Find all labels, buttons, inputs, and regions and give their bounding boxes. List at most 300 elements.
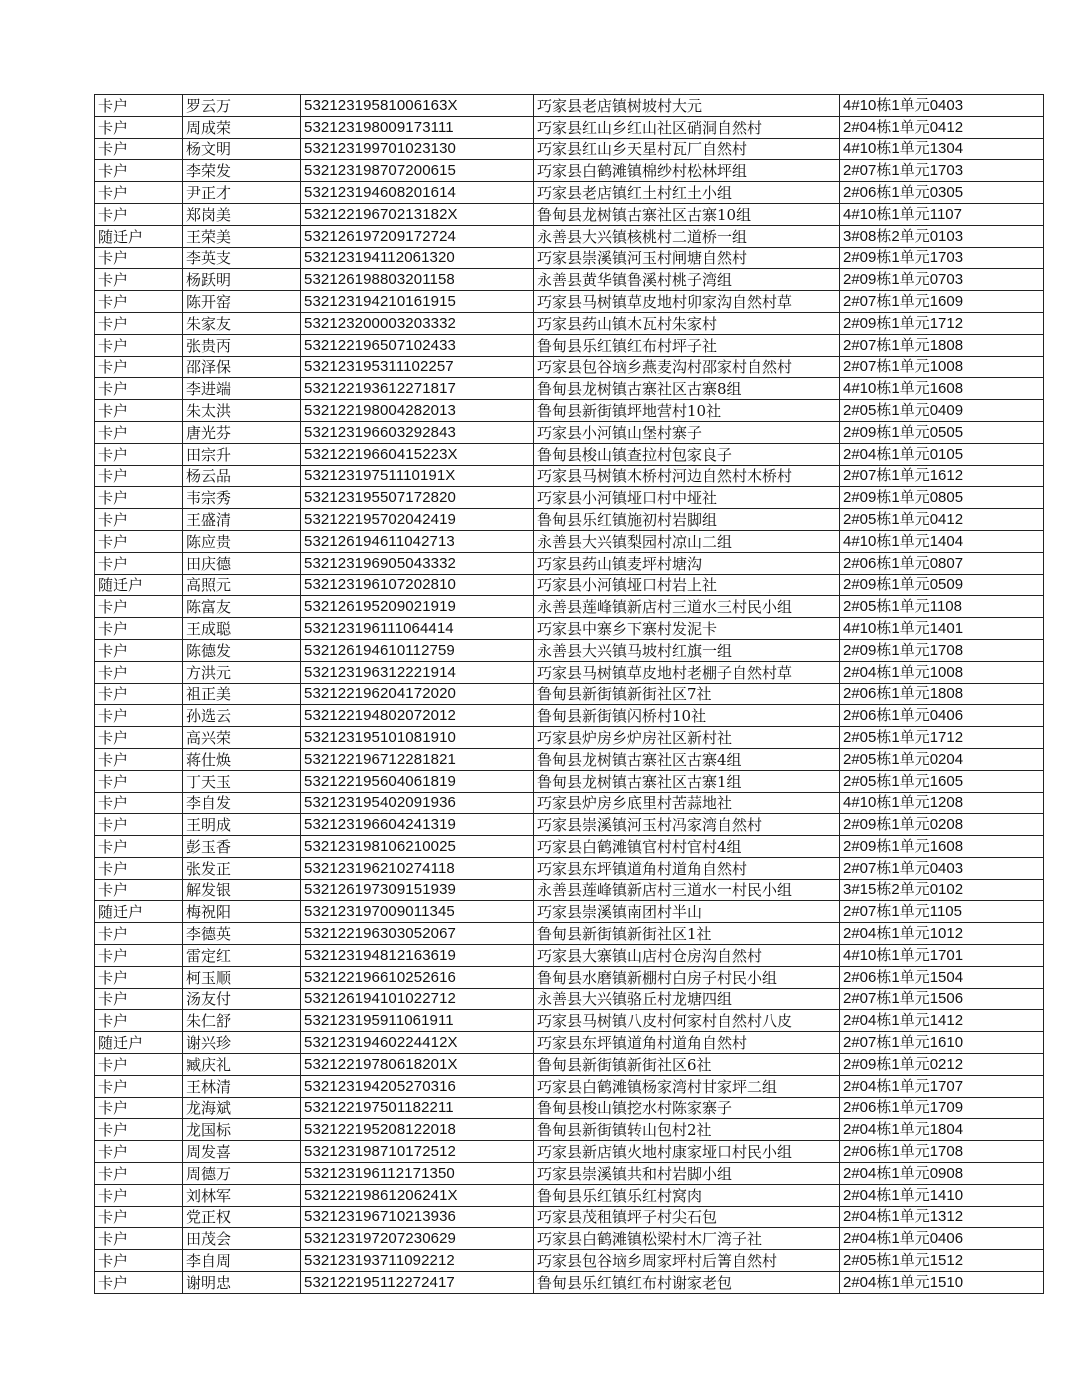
table-row	[95, 836, 1044, 858]
name-cell: 陈开窑	[183, 291, 301, 313]
table-row	[95, 1119, 1044, 1141]
address-cell: 巧家县包谷垴乡燕麦沟村邵家村自然村	[534, 356, 840, 378]
name-cell: 李自周	[183, 1250, 301, 1272]
household-type-cell: 卡户	[95, 443, 183, 465]
household-type-cell: 卡户	[95, 334, 183, 356]
name-cell: 罗云万	[183, 95, 301, 117]
name-cell: 周成荣	[183, 116, 301, 138]
table-row	[95, 509, 1044, 531]
room-cell: 4#10栋1单元1208	[840, 792, 1044, 814]
name-cell: 谢明忠	[183, 1272, 301, 1294]
name-cell: 李德英	[183, 923, 301, 945]
household-type-cell: 卡户	[95, 596, 183, 618]
name-cell: 李英支	[183, 247, 301, 269]
address-cell: 鲁甸县新街镇闪桥村10社	[534, 705, 840, 727]
room-cell: 2#04栋1单元1510	[840, 1272, 1044, 1294]
household-type-cell: 卡户	[95, 618, 183, 640]
name-cell: 王荣美	[183, 225, 301, 247]
address-cell: 巧家县药山镇木瓦村朱家村	[534, 312, 840, 334]
id-number-cell: 532123197207230629	[301, 1228, 534, 1250]
table-row	[95, 1184, 1044, 1206]
room-cell: 2#09栋1单元1708	[840, 639, 1044, 661]
household-type-cell: 卡户	[95, 160, 183, 182]
table-row	[95, 421, 1044, 443]
address-cell: 巧家县中寨乡下寨村发泥卡	[534, 618, 840, 640]
room-cell: 2#05栋1单元1605	[840, 770, 1044, 792]
household-type-cell: 卡户	[95, 988, 183, 1010]
id-number-cell: 532123198710172512	[301, 1141, 534, 1163]
household-type-cell: 卡户	[95, 421, 183, 443]
table-row	[95, 923, 1044, 945]
table-row	[95, 203, 1044, 225]
name-cell: 高兴荣	[183, 727, 301, 749]
address-cell: 巧家县白鹤滩镇松梁村木厂湾子社	[534, 1228, 840, 1250]
household-type-cell: 卡户	[95, 95, 183, 117]
id-number-cell: 532122196610252616	[301, 966, 534, 988]
address-cell: 巧家县崇溪镇共和村岩脚小组	[534, 1163, 840, 1185]
address-cell: 巧家县红山乡天星村瓦厂自然村	[534, 138, 840, 160]
id-number-cell: 53212319460224412X	[301, 1032, 534, 1054]
room-cell: 4#10栋1单元1608	[840, 378, 1044, 400]
household-type-cell: 卡户	[95, 1097, 183, 1119]
id-number-cell: 532122195702042419	[301, 509, 534, 531]
address-cell: 永善县大兴镇梨园村凉山二组	[534, 530, 840, 552]
room-cell: 2#04栋1单元1312	[840, 1206, 1044, 1228]
table-row	[95, 661, 1044, 683]
table-row	[95, 291, 1044, 313]
id-number-cell: 532123193711092212	[301, 1250, 534, 1272]
name-cell: 龙海斌	[183, 1097, 301, 1119]
address-cell: 巧家县白鹤滩镇官村村官村4组	[534, 836, 840, 858]
address-cell: 巧家县红山乡红山社区硝洞自然村	[534, 116, 840, 138]
name-cell: 李自发	[183, 792, 301, 814]
room-cell: 4#10栋1单元1701	[840, 945, 1044, 967]
table-row	[95, 225, 1044, 247]
address-cell: 鲁甸县龙树镇古寨社区古寨4组	[534, 748, 840, 770]
household-type-cell: 卡户	[95, 400, 183, 422]
name-cell: 雷定红	[183, 945, 301, 967]
name-cell: 刘林军	[183, 1184, 301, 1206]
name-cell: 臧庆礼	[183, 1054, 301, 1076]
name-cell: 方洪元	[183, 661, 301, 683]
address-cell: 巧家县炉房乡底里村苦蒜地社	[534, 792, 840, 814]
address-cell: 巧家县白鹤滩镇棉纱村松林坪组	[534, 160, 840, 182]
room-cell: 2#09栋1单元0505	[840, 421, 1044, 443]
room-cell: 2#04栋1单元0412	[840, 116, 1044, 138]
table-row	[95, 574, 1044, 596]
name-cell: 祖正美	[183, 683, 301, 705]
name-cell: 丁天玉	[183, 770, 301, 792]
room-cell: 2#07栋1单元1610	[840, 1032, 1044, 1054]
household-type-cell: 卡户	[95, 487, 183, 509]
household-type-cell: 卡户	[95, 1272, 183, 1294]
id-number-cell: 53212219861206241X	[301, 1184, 534, 1206]
name-cell: 唐光芬	[183, 421, 301, 443]
household-type-cell: 卡户	[95, 530, 183, 552]
household-type-cell: 卡户	[95, 552, 183, 574]
household-type-cell: 卡户	[95, 792, 183, 814]
address-cell: 鲁甸县梭山镇查拉村包家良子	[534, 443, 840, 465]
table-row	[95, 945, 1044, 967]
room-cell: 2#09栋1单元0805	[840, 487, 1044, 509]
address-cell: 鲁甸县新街镇新街社区7社	[534, 683, 840, 705]
id-number-cell: 532123196603292843	[301, 421, 534, 443]
room-cell: 2#07栋1单元1105	[840, 901, 1044, 923]
id-number-cell: 532123198707200615	[301, 160, 534, 182]
address-cell: 永善县莲峰镇新店村三道水一村民小组	[534, 879, 840, 901]
household-type-cell: 卡户	[95, 203, 183, 225]
id-number-cell: 532126198803201158	[301, 269, 534, 291]
id-number-cell: 532123196604241319	[301, 814, 534, 836]
address-cell: 巧家县马树镇草皮地村老棚子自然村草	[534, 661, 840, 683]
id-number-cell: 532122198004282013	[301, 400, 534, 422]
table-row	[95, 1032, 1044, 1054]
address-cell: 巧家县白鹤滩镇杨家湾村甘家坪二组	[534, 1075, 840, 1097]
room-cell: 2#07栋1单元1008	[840, 356, 1044, 378]
address-cell: 鲁甸县乐红镇红布村坪子社	[534, 334, 840, 356]
name-cell: 田宗升	[183, 443, 301, 465]
id-number-cell: 532123194210161915	[301, 291, 534, 313]
id-number-cell: 53212319751110191X	[301, 465, 534, 487]
id-number-cell: 532123198106210025	[301, 836, 534, 858]
table-row	[95, 465, 1044, 487]
room-cell: 4#10栋1单元1304	[840, 138, 1044, 160]
household-type-cell: 卡户	[95, 312, 183, 334]
room-cell: 2#07栋1单元1808	[840, 334, 1044, 356]
id-number-cell: 532126194101022712	[301, 988, 534, 1010]
name-cell: 李进端	[183, 378, 301, 400]
address-cell: 巧家县崇溪镇河玉村冯家湾自然村	[534, 814, 840, 836]
household-type-cell: 卡户	[95, 378, 183, 400]
room-cell: 4#10栋1单元1107	[840, 203, 1044, 225]
id-number-cell: 532126194610112759	[301, 639, 534, 661]
table-row	[95, 596, 1044, 618]
table-row	[95, 182, 1044, 204]
room-cell: 2#05栋1单元1108	[840, 596, 1044, 618]
room-cell: 2#05栋1单元0412	[840, 509, 1044, 531]
room-cell: 2#04栋1单元1412	[840, 1010, 1044, 1032]
name-cell: 周发喜	[183, 1141, 301, 1163]
household-type-cell: 卡户	[95, 1054, 183, 1076]
table-row	[95, 95, 1044, 117]
name-cell: 党正权	[183, 1206, 301, 1228]
name-cell: 陈德发	[183, 639, 301, 661]
table-row	[95, 1054, 1044, 1076]
household-type-cell: 卡户	[95, 509, 183, 531]
name-cell: 朱家友	[183, 312, 301, 334]
address-cell: 鲁甸县新街镇新街社区1社	[534, 923, 840, 945]
household-type-cell: 卡户	[95, 1075, 183, 1097]
id-number-cell: 532122195112272417	[301, 1272, 534, 1294]
room-cell: 2#06栋1单元0807	[840, 552, 1044, 574]
address-cell: 巧家县包谷垴乡周家坪村后箐自然村	[534, 1250, 840, 1272]
room-cell: 2#05栋1单元1712	[840, 727, 1044, 749]
address-cell: 巧家县崇溪镇南团村半山	[534, 901, 840, 923]
address-cell: 鲁甸县乐红镇施初村岩脚组	[534, 509, 840, 531]
name-cell: 田茂会	[183, 1228, 301, 1250]
table-row	[95, 1097, 1044, 1119]
household-type-cell: 卡户	[95, 879, 183, 901]
table-row	[95, 116, 1044, 138]
address-cell: 鲁甸县梭山镇挖水村陈家寨子	[534, 1097, 840, 1119]
table-row	[95, 530, 1044, 552]
name-cell: 解发银	[183, 879, 301, 901]
id-number-cell: 532123196210274118	[301, 857, 534, 879]
room-cell: 2#04栋1单元1012	[840, 923, 1044, 945]
household-type-cell: 卡户	[95, 269, 183, 291]
name-cell: 李荣发	[183, 160, 301, 182]
table-row	[95, 1228, 1044, 1250]
household-type-cell: 卡户	[95, 116, 183, 138]
id-number-cell: 532123196312221914	[301, 661, 534, 683]
address-cell: 巧家县崇溪镇河玉村闸塘自然村	[534, 247, 840, 269]
household-type-cell: 卡户	[95, 356, 183, 378]
id-number-cell: 532123195507172820	[301, 487, 534, 509]
id-number-cell: 532123198009173111	[301, 116, 534, 138]
table-row	[95, 1010, 1044, 1032]
name-cell: 高照元	[183, 574, 301, 596]
household-type-cell: 卡户	[95, 465, 183, 487]
id-number-cell: 532123194112061320	[301, 247, 534, 269]
room-cell: 2#07栋1单元1612	[840, 465, 1044, 487]
id-number-cell: 53212319581006163X	[301, 95, 534, 117]
name-cell: 杨文明	[183, 138, 301, 160]
name-cell: 王成聪	[183, 618, 301, 640]
table-row	[95, 138, 1044, 160]
id-number-cell: 532122196712281821	[301, 748, 534, 770]
table-row	[95, 639, 1044, 661]
household-type-cell: 卡户	[95, 857, 183, 879]
table-row	[95, 443, 1044, 465]
id-number-cell: 532126194611042713	[301, 530, 534, 552]
household-type-cell: 卡户	[95, 1119, 183, 1141]
id-number-cell: 532126197309151939	[301, 879, 534, 901]
id-number-cell: 532126195209021919	[301, 596, 534, 618]
address-cell: 巧家县马树镇草皮地村卯家沟自然村草	[534, 291, 840, 313]
room-cell: 2#06栋1单元1708	[840, 1141, 1044, 1163]
household-type-cell: 卡户	[95, 1141, 183, 1163]
address-cell: 鲁甸县龙树镇古寨社区古寨10组	[534, 203, 840, 225]
household-type-cell: 随迁户	[95, 225, 183, 247]
table-row	[95, 770, 1044, 792]
room-cell: 2#06栋1单元1709	[840, 1097, 1044, 1119]
room-cell: 4#10栋1单元1401	[840, 618, 1044, 640]
room-cell: 2#04栋1单元0406	[840, 1228, 1044, 1250]
table-row	[95, 247, 1044, 269]
table-row	[95, 160, 1044, 182]
room-cell: 4#10栋1单元0403	[840, 95, 1044, 117]
household-type-cell: 卡户	[95, 727, 183, 749]
household-type-cell: 卡户	[95, 945, 183, 967]
address-cell: 鲁甸县乐红镇红布村谢家老包	[534, 1272, 840, 1294]
table-row	[95, 727, 1044, 749]
table-row	[95, 334, 1044, 356]
table-row	[95, 312, 1044, 334]
table-row	[95, 814, 1044, 836]
room-cell: 2#07栋1单元1703	[840, 160, 1044, 182]
id-number-cell: 532122196204172020	[301, 683, 534, 705]
id-number-cell: 532123197009011345	[301, 901, 534, 923]
room-cell: 2#04栋1单元1410	[840, 1184, 1044, 1206]
household-type-cell: 卡户	[95, 814, 183, 836]
household-type-cell: 随迁户	[95, 901, 183, 923]
household-type-cell: 卡户	[95, 1184, 183, 1206]
id-number-cell: 532123196710213936	[301, 1206, 534, 1228]
household-type-cell: 卡户	[95, 770, 183, 792]
address-cell: 鲁甸县龙树镇古寨社区古寨1组	[534, 770, 840, 792]
household-type-cell: 卡户	[95, 138, 183, 160]
name-cell: 汤友付	[183, 988, 301, 1010]
id-number-cell: 532123196107202810	[301, 574, 534, 596]
room-cell: 2#09栋1单元0212	[840, 1054, 1044, 1076]
room-cell: 2#04栋1单元1804	[840, 1119, 1044, 1141]
household-type-cell: 卡户	[95, 705, 183, 727]
table-row	[95, 269, 1044, 291]
table-row	[95, 705, 1044, 727]
address-cell: 鲁甸县新街镇新街社区6社	[534, 1054, 840, 1076]
household-type-cell: 卡户	[95, 966, 183, 988]
id-number-cell: 532123194205270316	[301, 1075, 534, 1097]
id-number-cell: 532123196111064414	[301, 618, 534, 640]
table-row	[95, 1141, 1044, 1163]
id-number-cell: 532123194608201614	[301, 182, 534, 204]
room-cell: 2#06栋1单元1808	[840, 683, 1044, 705]
table-row	[95, 618, 1044, 640]
household-type-cell: 卡户	[95, 1010, 183, 1032]
room-cell: 2#04栋1单元1008	[840, 661, 1044, 683]
room-cell: 2#09栋1单元1712	[840, 312, 1044, 334]
table-row	[95, 683, 1044, 705]
id-number-cell: 532123196112171350	[301, 1163, 534, 1185]
table-row	[95, 966, 1044, 988]
address-cell: 鲁甸县新街镇转山包村2社	[534, 1119, 840, 1141]
table-row	[95, 400, 1044, 422]
address-cell: 巧家县马树镇八皮村何家村自然村八皮	[534, 1010, 840, 1032]
room-cell: 4#10栋1单元1404	[840, 530, 1044, 552]
id-number-cell: 532122193612271817	[301, 378, 534, 400]
id-number-cell: 532123200003203332	[301, 312, 534, 334]
address-cell: 巧家县小河镇垭口村岩上社	[534, 574, 840, 596]
table-row	[95, 1206, 1044, 1228]
address-cell: 永善县大兴镇核桃村二道桥一组	[534, 225, 840, 247]
table-row	[95, 487, 1044, 509]
id-number-cell: 53212219660415223X	[301, 443, 534, 465]
room-cell: 2#07栋1单元1609	[840, 291, 1044, 313]
name-cell: 朱仁舒	[183, 1010, 301, 1032]
room-cell: 2#09栋1单元0509	[840, 574, 1044, 596]
id-number-cell: 532123194812163619	[301, 945, 534, 967]
name-cell: 陈富友	[183, 596, 301, 618]
address-cell: 巧家县炉房乡炉房社区新村社	[534, 727, 840, 749]
id-number-cell: 532122195604061819	[301, 770, 534, 792]
resident-table-body	[95, 95, 1044, 1294]
room-cell: 2#09栋1单元0208	[840, 814, 1044, 836]
name-cell: 王林清	[183, 1075, 301, 1097]
id-number-cell: 53212219780618201X	[301, 1054, 534, 1076]
id-number-cell: 532122194802072012	[301, 705, 534, 727]
name-cell: 龙国标	[183, 1119, 301, 1141]
household-type-cell: 卡户	[95, 683, 183, 705]
address-cell: 巧家县马树镇木桥村河边自然村木桥村	[534, 465, 840, 487]
address-cell: 巧家县老店镇红土村红土小组	[534, 182, 840, 204]
household-type-cell: 随迁户	[95, 574, 183, 596]
room-cell: 2#09栋1单元1608	[840, 836, 1044, 858]
table-row	[95, 1272, 1044, 1294]
room-cell: 3#08栋2单元0103	[840, 225, 1044, 247]
table-row	[95, 748, 1044, 770]
id-number-cell: 532123195402091936	[301, 792, 534, 814]
address-cell: 鲁甸县龙树镇古寨社区古寨8组	[534, 378, 840, 400]
name-cell: 张贵丙	[183, 334, 301, 356]
household-type-cell: 卡户	[95, 291, 183, 313]
table-row	[95, 988, 1044, 1010]
name-cell: 杨跃明	[183, 269, 301, 291]
address-cell: 巧家县老店镇树坡村大元	[534, 95, 840, 117]
name-cell: 邵泽保	[183, 356, 301, 378]
name-cell: 杨云品	[183, 465, 301, 487]
address-cell: 巧家县药山镇麦坪村塘沟	[534, 552, 840, 574]
id-number-cell: 532122196303052067	[301, 923, 534, 945]
resident-table	[94, 94, 1044, 1294]
name-cell: 王盛清	[183, 509, 301, 531]
room-cell: 2#05栋1单元1512	[840, 1250, 1044, 1272]
name-cell: 韦宗秀	[183, 487, 301, 509]
id-number-cell: 532123195911061911	[301, 1010, 534, 1032]
household-type-cell: 卡户	[95, 1228, 183, 1250]
household-type-cell: 卡户	[95, 1163, 183, 1185]
id-number-cell: 532122197501182211	[301, 1097, 534, 1119]
name-cell: 梅祝阳	[183, 901, 301, 923]
room-cell: 2#06栋1单元0305	[840, 182, 1044, 204]
table-row	[95, 901, 1044, 923]
address-cell: 永善县大兴镇马坡村红旗一组	[534, 639, 840, 661]
id-number-cell: 532122196507102433	[301, 334, 534, 356]
id-number-cell: 532123196905043332	[301, 552, 534, 574]
address-cell: 巧家县小河镇垭口村中垭社	[534, 487, 840, 509]
household-type-cell: 卡户	[95, 836, 183, 858]
household-type-cell: 卡户	[95, 748, 183, 770]
address-cell: 巧家县东坪镇道角村道角自然村	[534, 1032, 840, 1054]
id-number-cell: 532123195311102257	[301, 356, 534, 378]
room-cell: 2#06栋1单元1504	[840, 966, 1044, 988]
room-cell: 2#04栋1单元0105	[840, 443, 1044, 465]
name-cell: 朱太洪	[183, 400, 301, 422]
household-type-cell: 卡户	[95, 661, 183, 683]
name-cell: 孙选云	[183, 705, 301, 727]
name-cell: 王明成	[183, 814, 301, 836]
room-cell: 2#06栋1单元0406	[840, 705, 1044, 727]
address-cell: 巧家县大寨镇山店村仓房沟自然村	[534, 945, 840, 967]
address-cell: 鲁甸县水磨镇新棚村白房子村民小组	[534, 966, 840, 988]
name-cell: 谢兴珍	[183, 1032, 301, 1054]
name-cell: 郑岗美	[183, 203, 301, 225]
room-cell: 2#04栋1单元1707	[840, 1075, 1044, 1097]
room-cell: 3#15栋2单元0102	[840, 879, 1044, 901]
table-row	[95, 1250, 1044, 1272]
table-row	[95, 552, 1044, 574]
id-number-cell: 532123195101081910	[301, 727, 534, 749]
address-cell: 巧家县茂租镇坪子村尖石包	[534, 1206, 840, 1228]
address-cell: 永善县莲峰镇新店村三道水三村民小组	[534, 596, 840, 618]
address-cell: 永善县黄华镇鲁溪村桃子湾组	[534, 269, 840, 291]
id-number-cell: 532122195208122018	[301, 1119, 534, 1141]
table-row	[95, 792, 1044, 814]
name-cell: 柯玉顺	[183, 966, 301, 988]
name-cell: 田庆德	[183, 552, 301, 574]
room-cell: 2#07栋1单元0403	[840, 857, 1044, 879]
name-cell: 尹正才	[183, 182, 301, 204]
id-number-cell: 532126197209172724	[301, 225, 534, 247]
